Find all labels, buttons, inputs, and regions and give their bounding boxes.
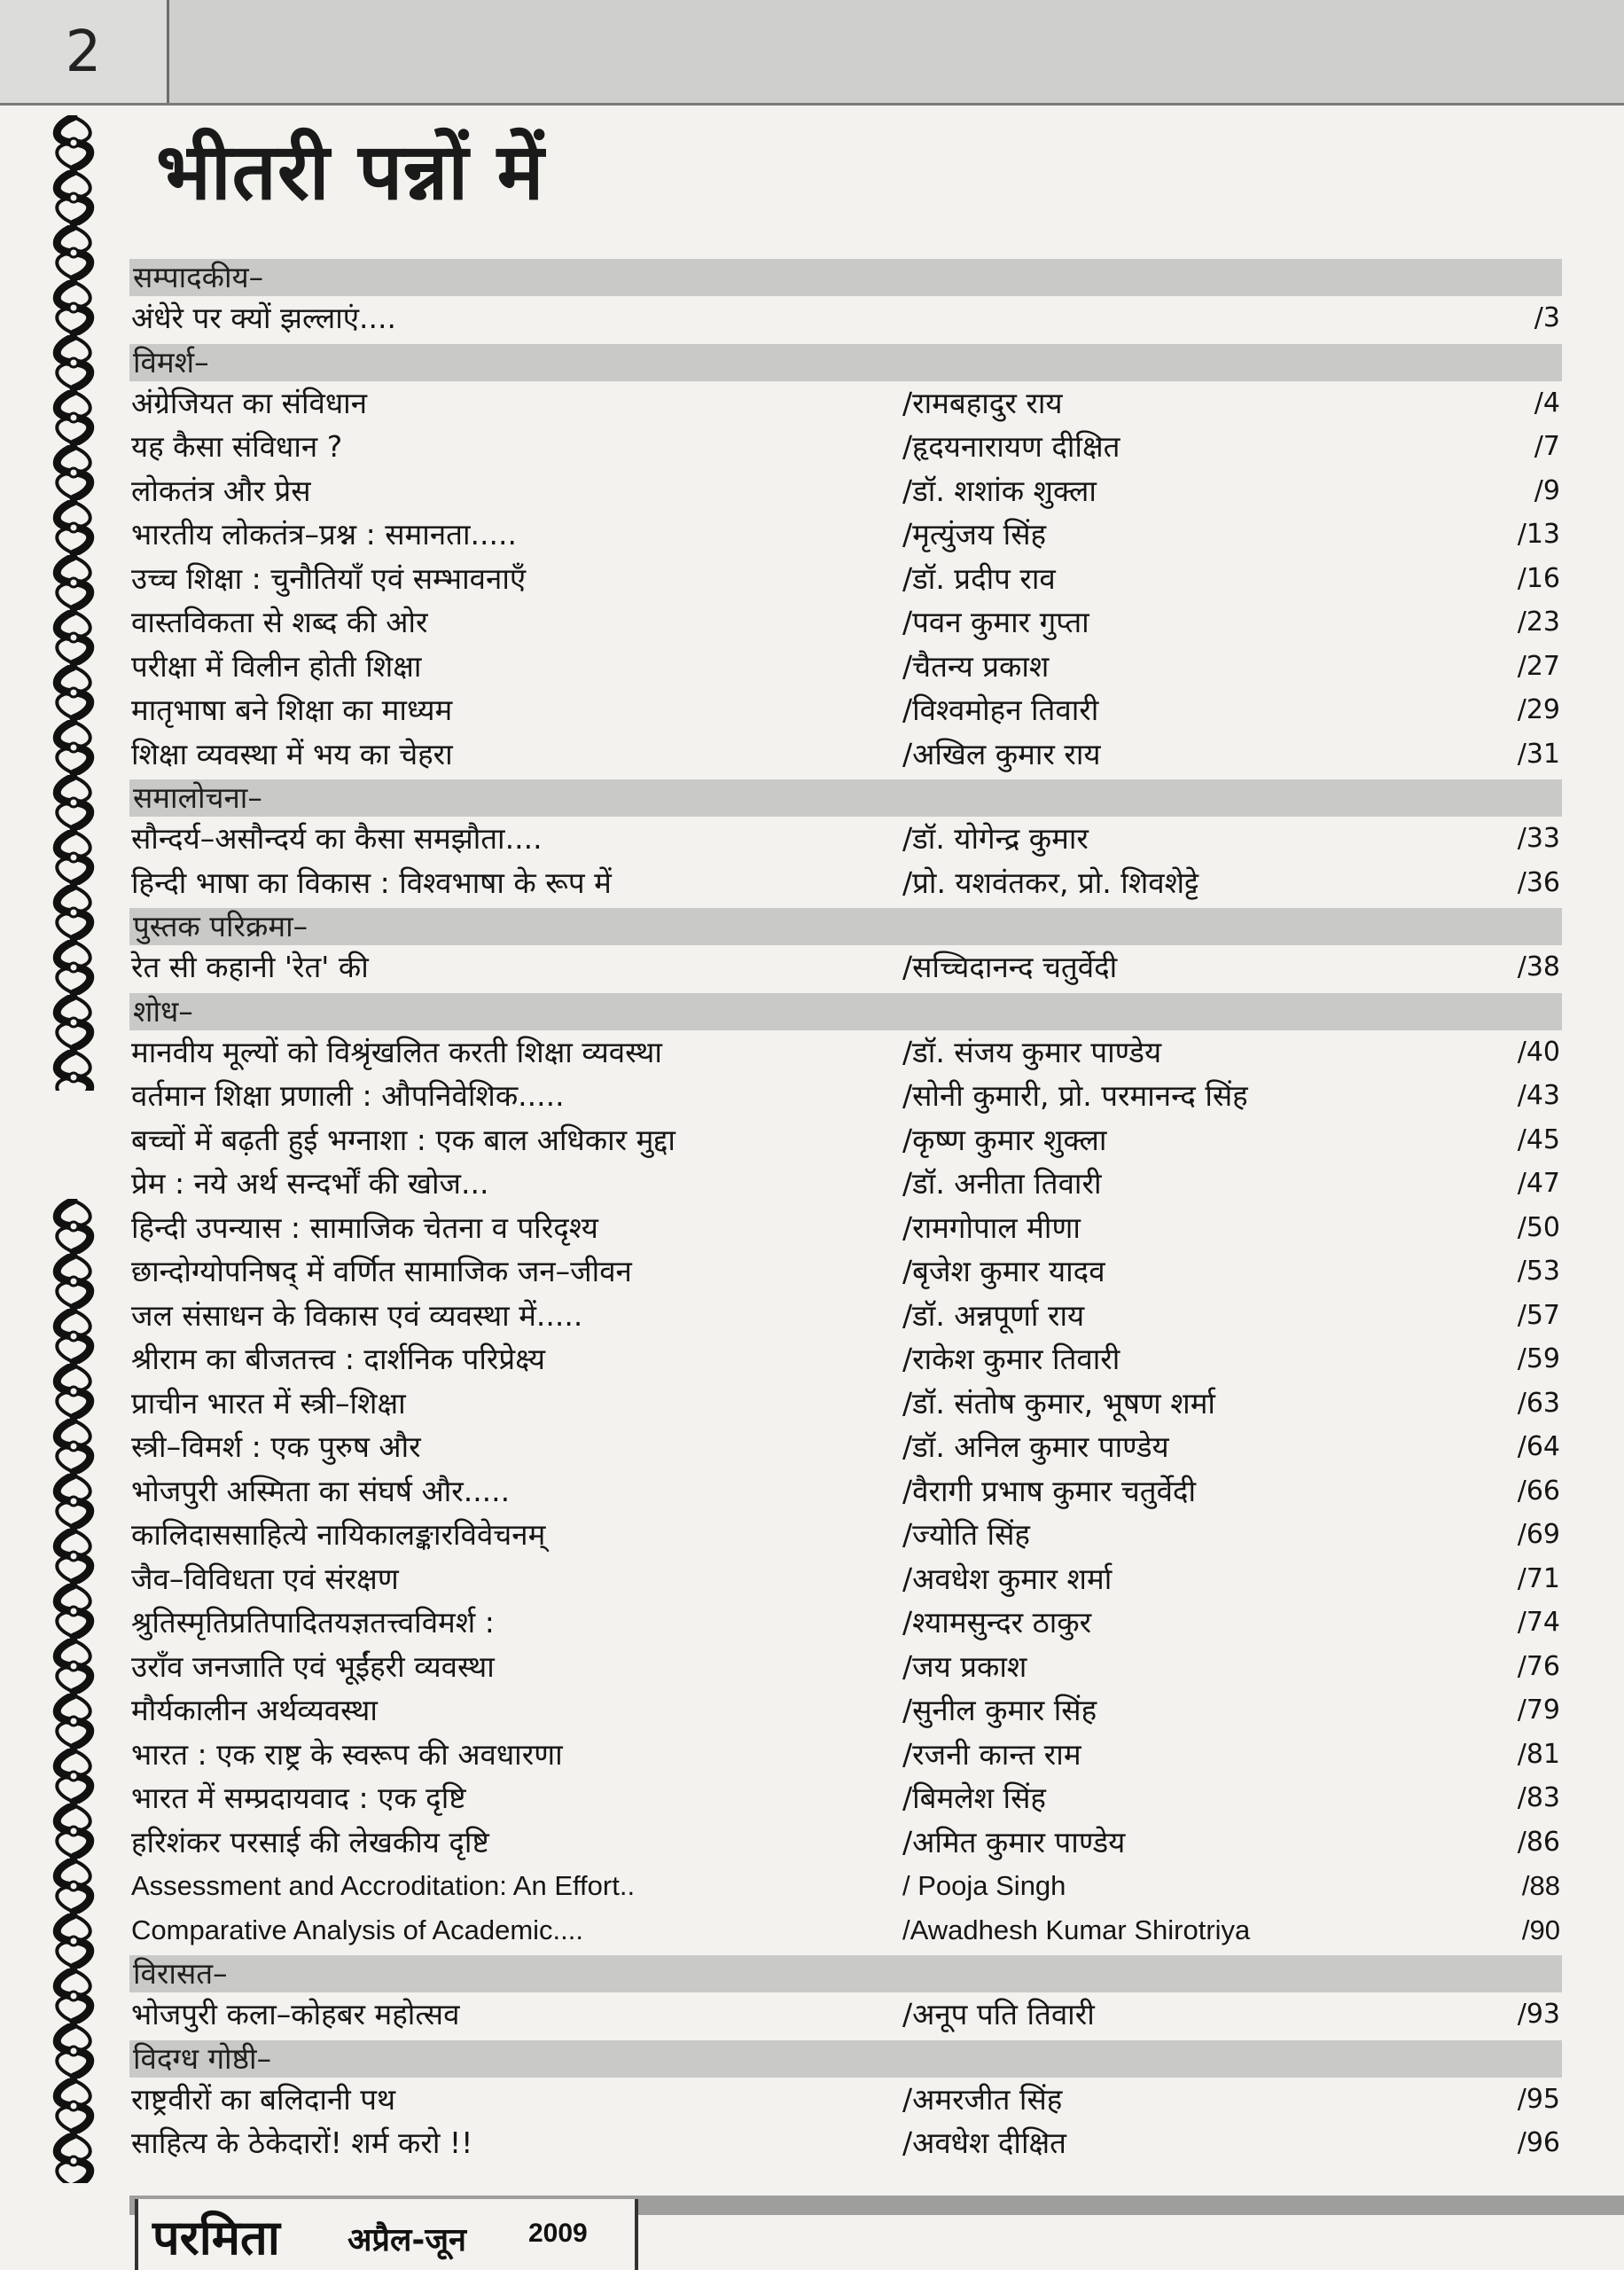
toc-entry — [129, 1820, 1562, 1865]
section-heading: समालोचना– — [129, 779, 1562, 817]
entry-title: स्त्री–विमर्श : एक पुरुष और — [131, 1429, 421, 1464]
entry-page: /74 — [1517, 1607, 1560, 1638]
entry-page: /43 — [1517, 1080, 1560, 1111]
toc-entry — [129, 945, 1562, 990]
section-heading: विमर्श– — [129, 344, 1562, 381]
header-rule — [0, 103, 1624, 106]
entry-author: /रामबहादुर राय — [902, 385, 1063, 420]
toc-entry — [129, 1425, 1562, 1469]
entry-title: शिक्षा व्यवस्था में भय का चेहरा — [131, 736, 453, 771]
toc-entry — [129, 1294, 1562, 1338]
entry-page: /96 — [1517, 2127, 1560, 2158]
entry-page: /13 — [1517, 519, 1560, 550]
toc-entry — [129, 1382, 1562, 1426]
entry-title: जैव–विविधता एवं संरक्षण — [131, 1561, 399, 1596]
entry-title: कालिदाससाहित्ये नायिकालङ्कारविवेचनम् — [131, 1517, 546, 1552]
entry-page: /90 — [1521, 1914, 1560, 1945]
entry-page: /47 — [1517, 1168, 1560, 1199]
entry-author: /बिमलेश सिंह — [902, 1781, 1046, 1815]
entry-title: Comparative Analysis of Academic.... — [131, 1914, 584, 1945]
toc-entry — [129, 1118, 1562, 1162]
toc-entry — [129, 1864, 1562, 1908]
entry-author: /कृष्ण कुमार शुक्ला — [902, 1122, 1107, 1157]
entry-page: /93 — [1517, 1999, 1560, 2030]
entry-page: /57 — [1517, 1299, 1560, 1331]
entry-page: /53 — [1517, 1256, 1560, 1287]
toc-entry — [129, 688, 1562, 732]
toc-entry — [129, 296, 1562, 340]
entry-title: उराँव जनजाति एवं भूईंहरी व्यवस्था — [131, 1648, 495, 1684]
entry-author: /मृत्युंजय सिंह — [902, 517, 1047, 552]
entry-title: श्रुतिस्मृतिप्रतिपादितयज्ञतत्त्वविमर्श : — [131, 1605, 495, 1640]
entry-page: /95 — [1517, 2083, 1560, 2115]
toc-entry — [129, 1469, 1562, 1514]
entry-page: /64 — [1517, 1431, 1560, 1462]
toc-entry — [129, 1337, 1562, 1382]
page-title: भीतरी पन्नों में — [156, 125, 545, 217]
entry-title: मौर्यकालीन अर्थव्यवस्था — [131, 1693, 378, 1727]
footer-issue: अप्रैल-जून — [347, 2222, 467, 2258]
entry-page: /16 — [1517, 562, 1560, 594]
entry-title: भोजपुरी कला–कोहबर महोत्सव — [131, 1997, 460, 2031]
entry-author: /अमरजीत सिंह — [902, 2081, 1063, 2117]
footer-brand: परमिता — [152, 2209, 280, 2266]
entry-title: मानवीय मूल्यों को विश्रृंखलित करती शिक्षा व्यवस्था — [131, 1034, 662, 1069]
toc-entry — [129, 1513, 1562, 1557]
entry-title: रेत सी कहानी 'रेत' की — [131, 950, 369, 984]
page-number: 2 — [0, 0, 169, 105]
entry-page: /86 — [1517, 1826, 1560, 1858]
entry-author: /सच्चिदानन्द चतुर्वेदी — [902, 950, 1118, 984]
section-heading: शोध– — [129, 993, 1562, 1030]
entry-author: /अनूप पति तिवारी — [902, 1997, 1095, 2031]
entry-title: राष्ट्रवीरों का बलिदानी पथ — [131, 2081, 396, 2117]
section-heading: पुस्तक परिक्रमा– — [129, 908, 1562, 945]
entry-title: हिन्दी उपन्यास : सामाजिक चेतना व परिदृश्य — [131, 1209, 598, 1245]
entry-author: /विश्वमोहन तिवारी — [902, 693, 1099, 727]
section-heading: विदग्ध गोष्ठी– — [129, 2040, 1562, 2078]
entry-author: /रजनी कान्त राम — [902, 1736, 1081, 1772]
section-heading: सम्पादकीय– — [129, 259, 1562, 296]
entry-page: /31 — [1517, 738, 1560, 770]
entry-title: अंग्रेजियत का संविधान — [131, 385, 368, 420]
toc-entry — [129, 732, 1562, 777]
toc-entry — [129, 1249, 1562, 1294]
entry-title: छान्दोग्योपनिषद् में वर्णित सामाजिक जन–जीवन — [131, 1254, 632, 1288]
toc-entry — [129, 2121, 1562, 2165]
entry-author: /अवधेश दीक्षित — [902, 2125, 1066, 2160]
entry-page: /71 — [1517, 1562, 1560, 1594]
toc-entry — [129, 381, 1562, 426]
entry-page: /38 — [1517, 951, 1560, 982]
entry-author: /जय प्रकाश — [902, 1648, 1027, 1684]
entry-title: श्रीराम का बीजतत्त्व : दार्शनिक परिप्रेक्ष्य — [131, 1342, 546, 1376]
entry-page: /40 — [1517, 1036, 1560, 1068]
toc-entry — [129, 1776, 1562, 1820]
entry-author: /अखिल कुमार राय — [902, 736, 1101, 771]
entry-title: बच्चों में बढ़ती हुई भग्नाशा : एक बाल अधिकार मुद्दा — [131, 1122, 675, 1157]
toc-entry — [129, 513, 1562, 557]
entry-author: / Pooja Singh — [902, 1870, 1066, 1901]
entry-author: /डॉ. संजय कुमार पाण्डेय — [902, 1034, 1162, 1069]
entry-page: /76 — [1517, 1650, 1560, 1682]
entry-author: /रामगोपाल मीणा — [902, 1209, 1081, 1245]
entry-author: /डॉ. अनीता तिवारी — [902, 1166, 1102, 1201]
entry-author: /ज्योति सिंह — [902, 1517, 1030, 1552]
toc-entry — [129, 600, 1562, 645]
entry-page: /66 — [1517, 1475, 1560, 1507]
entry-author: /श्यामसुन्दर ठाकुर — [902, 1605, 1092, 1640]
entry-author: /डॉ. योगेन्द्र कुमार — [902, 821, 1089, 856]
entry-page: /59 — [1517, 1343, 1560, 1374]
entry-page: /3 — [1534, 302, 1560, 333]
ornament-border-bottom-icon — [43, 1199, 105, 2183]
toc-entry — [129, 1601, 1562, 1645]
footer-year: 2009 — [528, 2219, 588, 2248]
entry-page: /29 — [1517, 694, 1560, 725]
entry-author: /प्रो. यशवंतकर, प्रो. शिवशेट्टे — [902, 865, 1199, 900]
entry-page: /45 — [1517, 1123, 1560, 1155]
toc-entry — [129, 1688, 1562, 1733]
entry-author: /सुनील कुमार सिंह — [902, 1693, 1097, 1727]
toc-entry — [129, 817, 1562, 861]
entry-title: यह कैसा संविधान ? — [131, 429, 343, 464]
entry-author: /चैतन्य प्रकाश — [902, 648, 1050, 684]
section-heading: विरासत– — [129, 1955, 1562, 1992]
entry-title: भोजपुरी अस्मिता का संघर्ष और..... — [131, 1473, 511, 1508]
toc-entry — [129, 2078, 1562, 2122]
toc-entry — [129, 645, 1562, 689]
entry-title: अंधेरे पर क्यों झल्लाएं.... — [131, 301, 397, 335]
entry-page: /79 — [1517, 1695, 1560, 1726]
entry-page: /4 — [1534, 387, 1560, 419]
entry-author: /राकेश कुमार तिवारी — [902, 1342, 1120, 1376]
entry-title: प्राचीन भारत में स्त्री–शिक्षा — [131, 1385, 406, 1421]
entry-author: /Awadhesh Kumar Shirotriya — [902, 1914, 1251, 1945]
entry-author: /डॉ. संतोष कुमार, भूषण शर्मा — [902, 1385, 1215, 1421]
entry-page: /81 — [1517, 1738, 1560, 1770]
entry-author: /वैरागी प्रभाष कुमार चतुर्वेदी — [902, 1473, 1197, 1508]
header-band — [0, 0, 1624, 105]
entry-author: /अमित कुमार पाण्डेय — [902, 1824, 1126, 1859]
ornament-border-top-icon — [43, 115, 105, 1091]
entry-page: /88 — [1521, 1870, 1560, 1901]
entry-title: Assessment and Accroditation: An Effort.. — [131, 1870, 636, 1901]
entry-page: /50 — [1517, 1211, 1560, 1243]
entry-author: /अवधेश कुमार शर्मा — [902, 1561, 1113, 1596]
entry-page: /69 — [1517, 1519, 1560, 1550]
entry-title: भारत में सम्प्रदायवाद : एक दृष्टि — [131, 1781, 466, 1815]
entry-title: हरिशंकर परसाई की लेखकीय दृष्टि — [131, 1824, 489, 1859]
entry-page: /27 — [1517, 650, 1560, 682]
entry-author: /डॉ. शशांक शुक्ला — [902, 473, 1097, 508]
entry-title: भारत : एक राष्ट्र के स्वरूप की अवधारणा — [131, 1736, 563, 1772]
entry-author: /बृजेश कुमार यादव — [902, 1254, 1105, 1288]
entry-title: हिन्दी भाषा का विकास : विश्वभाषा के रूप में — [131, 865, 612, 900]
entry-author: /हृदयनारायण दीक्षित — [902, 429, 1120, 464]
entry-author: /सोनी कुमारी, प्रो. परमानन्द सिंह — [902, 1078, 1248, 1113]
toc-entry — [129, 1645, 1562, 1689]
toc-entry — [129, 1074, 1562, 1118]
entry-page: /9 — [1534, 474, 1560, 506]
entry-author: /डॉ. अन्नपूर्णा राय — [902, 1297, 1085, 1333]
entry-page: /23 — [1517, 607, 1560, 638]
entry-author: /पवन कुमार गुप्ता — [902, 605, 1089, 639]
table-of-contents — [129, 255, 1562, 2165]
toc-entry — [129, 861, 1562, 905]
entry-title: जल संसाधन के विकास एवं व्यवस्था में..... — [131, 1297, 583, 1333]
toc-entry — [129, 1557, 1562, 1601]
entry-author: /डॉ. अनिल कुमार पाण्डेय — [902, 1429, 1169, 1464]
entry-title: परीक्षा में विलीन होती शिक्षा — [131, 648, 422, 684]
toc-entry — [129, 469, 1562, 513]
entry-title: प्रेम : नये अर्थ सन्दर्भों की खोज... — [131, 1166, 489, 1201]
toc-entry — [129, 1030, 1562, 1075]
entry-title: वास्तविकता से शब्द की ओर — [131, 605, 428, 639]
entry-title: उच्च शिक्षा : चुनौतियाँ एवं सम्भावनाएँ — [131, 560, 527, 596]
entry-page: /83 — [1517, 1782, 1560, 1813]
entry-page: /36 — [1517, 866, 1560, 898]
entry-title: वर्तमान शिक्षा प्रणाली : औपनिवेशिक..... — [131, 1078, 565, 1113]
toc-entry — [129, 1992, 1562, 2037]
toc-entry — [129, 557, 1562, 601]
toc-entry — [129, 1733, 1562, 1777]
entry-title: साहित्य के ठेकेदारों! शर्म करो !! — [131, 2125, 473, 2160]
entry-title: भारतीय लोकतंत्र–प्रश्न : समानता..... — [131, 517, 517, 552]
entry-page: /7 — [1534, 431, 1560, 462]
entry-title: मातृभाषा बने शिक्षा का माध्यम — [131, 693, 453, 727]
entry-title: सौन्दर्य–असौन्दर्य का कैसा समझौता.... — [131, 821, 543, 856]
toc-entry — [129, 1206, 1562, 1250]
entry-page: /33 — [1517, 823, 1560, 854]
toc-entry — [129, 1162, 1562, 1206]
toc-entry — [129, 1908, 1562, 1953]
entry-page: /63 — [1517, 1387, 1560, 1419]
entry-author: /डॉ. प्रदीप राव — [902, 560, 1056, 596]
entry-title: लोकतंत्र और प्रेस — [131, 473, 311, 508]
toc-entry — [129, 425, 1562, 469]
